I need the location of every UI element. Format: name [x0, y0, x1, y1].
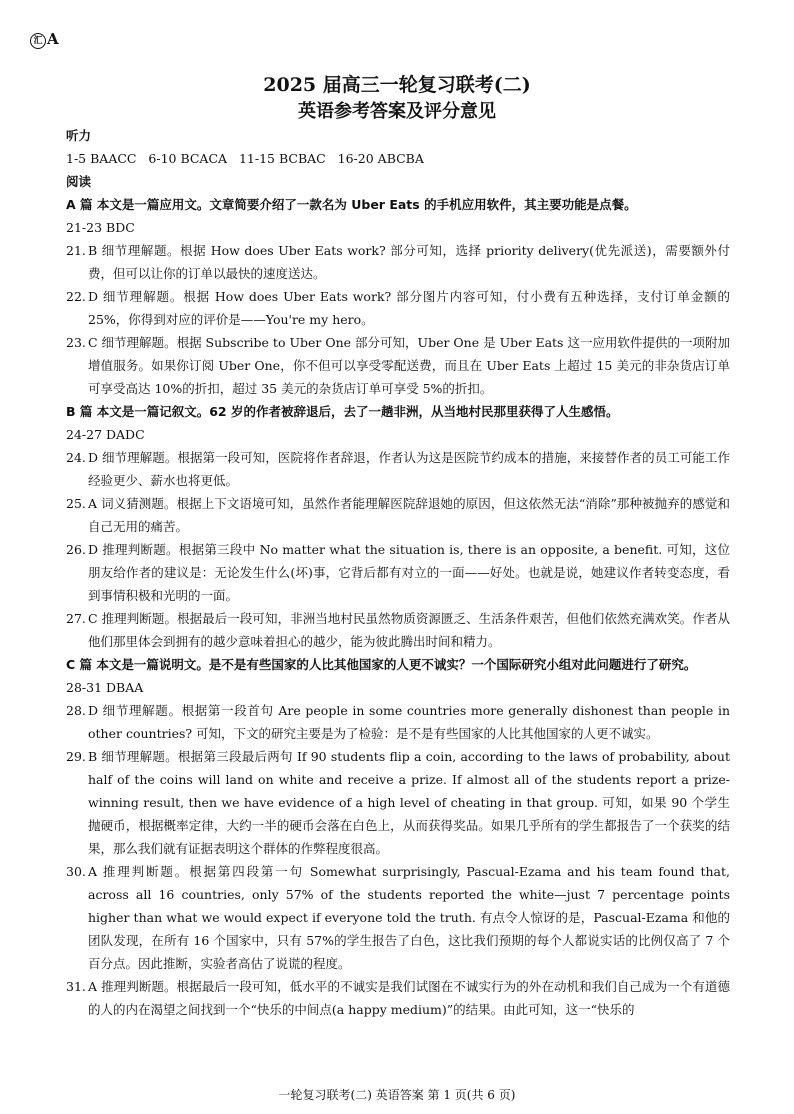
question-21	[66, 239, 730, 285]
question-29	[66, 745, 730, 860]
question-number: 24.	[66, 450, 86, 465]
question-number: 31.	[66, 979, 86, 994]
passage-b-intro: B 篇 本文是一篇记叙文。62 岁的作者被辞退后，去了一趟非洲，从当地村民那里获得了人生感悟。	[66, 404, 619, 419]
passage-c-intro: C 篇 本文是一篇说明文。是不是有些国家的人比其他国家的人更不诚实？一个国际研究小组对此问题进行了研究。	[66, 657, 697, 672]
corner-mark-circle: 汇	[30, 33, 46, 49]
question-28	[66, 699, 730, 745]
page-footer: 一轮复习联考(二) 英语答案 第 1 页(共 6 页)	[278, 1088, 516, 1102]
passage-c-answers: 28-31 DBAA	[66, 680, 144, 695]
listening-answers: 1-5 BAACC 6-10 BCACA 11-15 BCBAC 16-20 ABCBA	[66, 151, 424, 166]
question-24	[66, 446, 730, 492]
answer-content	[66, 124, 730, 1021]
question-23	[66, 331, 730, 400]
question-number: 22.	[66, 289, 86, 304]
question-number: 29.	[66, 749, 86, 764]
question-explanation: A 词义猜测题。根据上下文语境可知，虽然作者能理解医院辞退她的原因，但这依然无法“消除”那种被抛弃的感觉和自己无用的痛苦。	[88, 496, 730, 534]
question-25	[66, 492, 730, 538]
question-explanation: B 细节理解题。根据第三段最后两句 If 90 students flip a coin, according to the laws of probability, about half of the coins will land on white and receive a prize. If almost all of the students report a prize-winning result, then we have evidence of a high level of cheating in that group. 可知，如果 90 个学生抛硬币，根据概率定律，大约一半的硬币会落在白色上，从而获得奖品。如果几乎所有的学生都报告了一个获奖的结果，那么我们就有证据表明这个群体的作弊程度很高。	[88, 749, 730, 856]
passage-a-intro: A 篇 本文是一篇应用文。文章简要介绍了一款名为 Uber Eats 的手机应用软件，其主要功能是点餐。	[66, 197, 637, 212]
question-number: 23.	[66, 335, 86, 350]
reading-header: 阅读	[66, 174, 92, 189]
document-subtitle: 英语参考答案及评分意见	[298, 101, 496, 122]
passage-a-answers: 21-23 BDC	[66, 220, 135, 235]
corner-mark	[30, 30, 59, 49]
question-31	[66, 975, 730, 1021]
question-explanation: C 推理判断题。根据最后一段可知，非洲当地村民虽然物质资源匮乏、生活条件艰苦，但他们依然充满欢笑。作者从他们那里体会到拥有的越少意味着担心的越少，能为彼此腾出时间和精力。	[88, 611, 730, 649]
question-22	[66, 285, 730, 331]
document-title: 2025 届高三一轮复习联考(二)	[263, 74, 531, 96]
question-number: 26.	[66, 542, 86, 557]
question-number: 27.	[66, 611, 86, 626]
question-number: 25.	[66, 496, 86, 511]
question-number: 30.	[66, 864, 86, 879]
corner-mark-letter: A	[47, 30, 59, 48]
passage-b-answers: 24-27 DADC	[66, 427, 145, 442]
question-number: 21.	[66, 243, 86, 258]
question-explanation: D 细节理解题。根据第一段首句 Are people in some countries more generally dishonest than people in other countries? 可知，下文的研究主要是为了检验：是不是有些国家的人比其他国家的人更不诚实。	[88, 703, 730, 741]
question-number: 28.	[66, 703, 86, 718]
question-explanation: B 细节理解题。根据 How does Uber Eats work? 部分可知，选择 priority delivery(优先派送)，需要额外付费，但可以让你的订单以最快的速度送达。	[88, 243, 730, 281]
question-explanation: A 推理判断题。根据第四段第一句 Somewhat surprisingly, Pascual-Ezama and his team found that, across all 16 countries, only 57% of the students reported the white—just 7 percentage points higher than what we would expect if everyone told the truth. 有点令人惊讶的是，Pascual-Ezama 和他的团队发现，在所有 16 个国家中，只有 57%的学生报告了白色，这比我们预期的每个人都说实话的比例仅高了 7 个百分点。因此推断，实验者高估了说谎的程度。	[88, 864, 730, 971]
question-explanation: A 推理判断题。根据最后一段可知，低水平的不诚实是我们试图在不诚实行为的外在动机和我们自己成为一个有道德的人的内在渴望之间找到一个“快乐的中间点(a happy medium)”的结果。由此可知，这一“快乐的	[88, 979, 730, 1017]
question-explanation: D 细节理解题。根据 How does Uber Eats work? 部分图片内容可知，付小费有五种选择，支付订单金额的 25%，你得到对应的评价是——You're my hero。	[88, 289, 730, 327]
listening-header: 听力	[66, 128, 92, 143]
question-30	[66, 860, 730, 975]
question-explanation: C 细节理解题。根据 Subscribe to Uber One 部分可知，Uber One 是 Uber Eats 这一应用软件提供的一项附加增值服务。如果你订阅 Uber One，你不但可以享受零配送费，而且在 Uber Eats 上超过 15 美元的非杂货店订单可享受高达 10%的折扣，超过 35 美元的杂货店订单可享受 5%的折扣。	[88, 335, 730, 396]
question-explanation: D 细节理解题。根据第一段可知，医院将作者辞退，作者认为这是医院节约成本的措施，来接替作者的员工可能工作经验更少、薪水也将更低。	[88, 450, 730, 488]
question-explanation: D 推理判断题。根据第三段中 No matter what the situation is, there is an opposite, a benefit. 可知，这位朋友给作者的建议是：无论发生什么(坏)事，它背后都有对立的一面——好处。也就是说，她建议作者转变态度，看到事情积极和光明的一面。	[88, 542, 730, 603]
question-26	[66, 538, 730, 607]
question-27	[66, 607, 730, 653]
